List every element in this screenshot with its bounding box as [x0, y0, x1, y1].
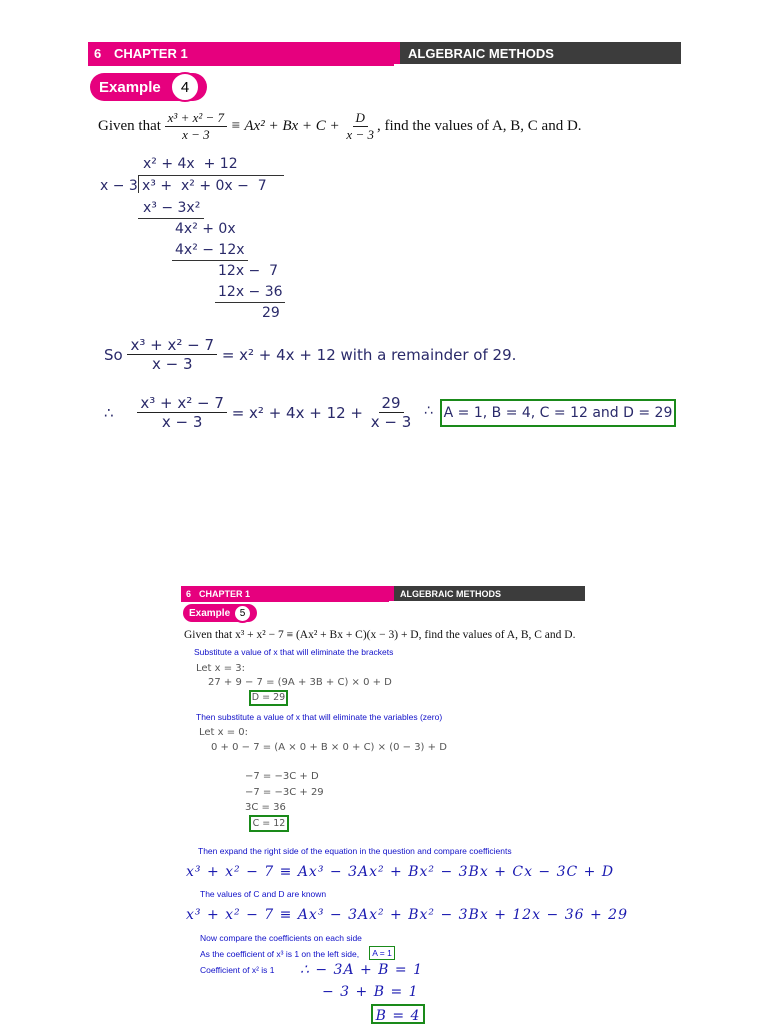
answer-therefore: ∴	[424, 403, 433, 419]
chapter-label: CHAPTER 1	[199, 588, 251, 599]
page-number: 6	[186, 588, 192, 599]
question-suffix: , find the values of A, B, C and D.	[376, 118, 582, 134]
question-frac-num: x³ + x² − 7	[165, 110, 227, 127]
top-header	[88, 42, 681, 64]
note-compare: Now compare the coefficients on each side	[200, 933, 362, 943]
question-d-num: D	[353, 110, 368, 127]
solve-step: 3C = 36	[245, 802, 286, 813]
question-prefix: Given that	[98, 118, 161, 134]
example-number-circle	[170, 72, 200, 102]
bottom-header-section-bar	[394, 586, 585, 601]
b-result-box: B = 4	[371, 1004, 425, 1024]
c-result-box: C = 12	[249, 815, 289, 832]
division-dividend: x³ + x² + 0x − 7	[142, 178, 267, 194]
so-rhs: = x² + 4x + 12 with a remainder of 29.	[221, 345, 517, 364]
question-fraction	[165, 110, 227, 143]
so-fraction	[127, 336, 217, 373]
equation-x-0: 0 + 0 − 7 = (A × 0 + B × 0 + C) × (0 − 3) + D	[211, 742, 447, 753]
result-frac-num: x³ + x² − 7	[137, 394, 227, 413]
result-line	[104, 394, 414, 431]
example-label: Example	[189, 607, 231, 619]
division-step: 4x² + 0x	[175, 221, 236, 237]
page-number: 6	[94, 45, 102, 61]
section-label: ALGEBRAIC METHODS	[400, 588, 501, 599]
division-quotient: x² + 4x + 12	[143, 156, 238, 172]
therefore-symbol: ∴	[104, 403, 114, 422]
remainder-den: x − 3	[370, 413, 412, 431]
example-number: 5	[239, 608, 246, 619]
example-number-circle	[233, 604, 252, 623]
result-frac-den: x − 3	[161, 413, 203, 431]
top-header-chapter-bar	[88, 42, 400, 64]
coefficient-equation-1: ∴ − 3A + B = 1	[300, 962, 424, 978]
note-x2-coefficient: Coefficient of x² is 1	[200, 965, 275, 975]
division-step: x³ − 3x²	[143, 200, 201, 216]
question-d-fraction	[343, 110, 377, 143]
example-label: Example	[99, 78, 161, 96]
top-header-section-bar	[400, 42, 681, 64]
a-result-box: A = 1	[369, 946, 395, 960]
so-line	[104, 336, 516, 373]
note-x3-coefficient: As the coefficient of x³ is 1 on the left side,	[200, 949, 360, 959]
d-result-box: D = 29	[249, 690, 288, 706]
division-remainder: 29	[262, 305, 280, 321]
division-step: 12x − 36	[218, 284, 283, 300]
note-known: The values of C and D are known	[200, 889, 327, 899]
division-line	[215, 302, 285, 303]
so-frac-den: x − 3	[151, 355, 193, 373]
so-frac-num: x³ + x² − 7	[127, 336, 217, 355]
note-substitute: Substitute a value of x that will eliminate the brackets	[194, 647, 394, 657]
coefficient-equation-2: − 3 + B = 1	[322, 984, 419, 1000]
equation-x-3: 27 + 9 − 7 = (9A + 3B + C) × 0 + D	[208, 677, 392, 688]
let-x-3: Let x = 3:	[196, 663, 246, 674]
remainder-num: 29	[379, 394, 404, 413]
bottom-header	[181, 586, 585, 601]
section-label: ALGEBRAIC METHODS	[408, 45, 554, 61]
bottom-header-chapter-bar	[181, 586, 394, 601]
pink-underline	[181, 601, 389, 602]
division-step: 12x − 7	[218, 263, 279, 279]
question-d-den: x − 3	[346, 127, 374, 142]
chapter-label: CHAPTER 1	[114, 45, 188, 61]
note-eliminate: Then substitute a value of x that will eliminate the variables (zero)	[196, 712, 443, 722]
expansion-line-2: x³ + x² − 7 ≡ Ax³ − 3Ax² + Bx² − 3Bx + 12x − 36 + 29	[186, 907, 628, 923]
division-line	[138, 218, 204, 219]
example-number: 4	[180, 78, 190, 96]
solve-step: −7 = −3C + 29	[245, 787, 324, 798]
question-frac-den: x − 3	[182, 127, 210, 142]
question-middle: ≡ Ax² + Bx + C +	[230, 118, 340, 134]
bottom-question: Given that x³ + x² − 7 ≡ (Ax² + Bx + C)(x − 3) + D, find the values of A, B, C and D.	[184, 629, 576, 641]
solve-step: −7 = −3C + D	[245, 771, 319, 782]
pink-underline	[88, 64, 394, 66]
so-word: So	[104, 345, 123, 364]
division-bracket	[138, 175, 139, 193]
note-expand: Then expand the right side of the equation in the question and compare coefficients	[198, 846, 512, 856]
top-question	[98, 110, 582, 143]
division-line	[172, 260, 248, 261]
expansion-line-1: x³ + x² − 7 ≡ Ax³ − 3Ax² + Bx² − 3Bx + Cx − 3C + D	[186, 864, 615, 880]
division-step: 4x² − 12x	[175, 242, 245, 258]
let-x-0: Let x = 0:	[199, 727, 249, 738]
answer-box: A = 1, B = 4, C = 12 and D = 29	[440, 399, 676, 427]
result-rhs: = x² + 4x + 12 +	[231, 403, 363, 422]
result-fraction	[137, 394, 227, 431]
division-divisor: x − 3	[100, 178, 138, 194]
remainder-fraction	[368, 394, 415, 431]
division-bar	[138, 175, 284, 176]
